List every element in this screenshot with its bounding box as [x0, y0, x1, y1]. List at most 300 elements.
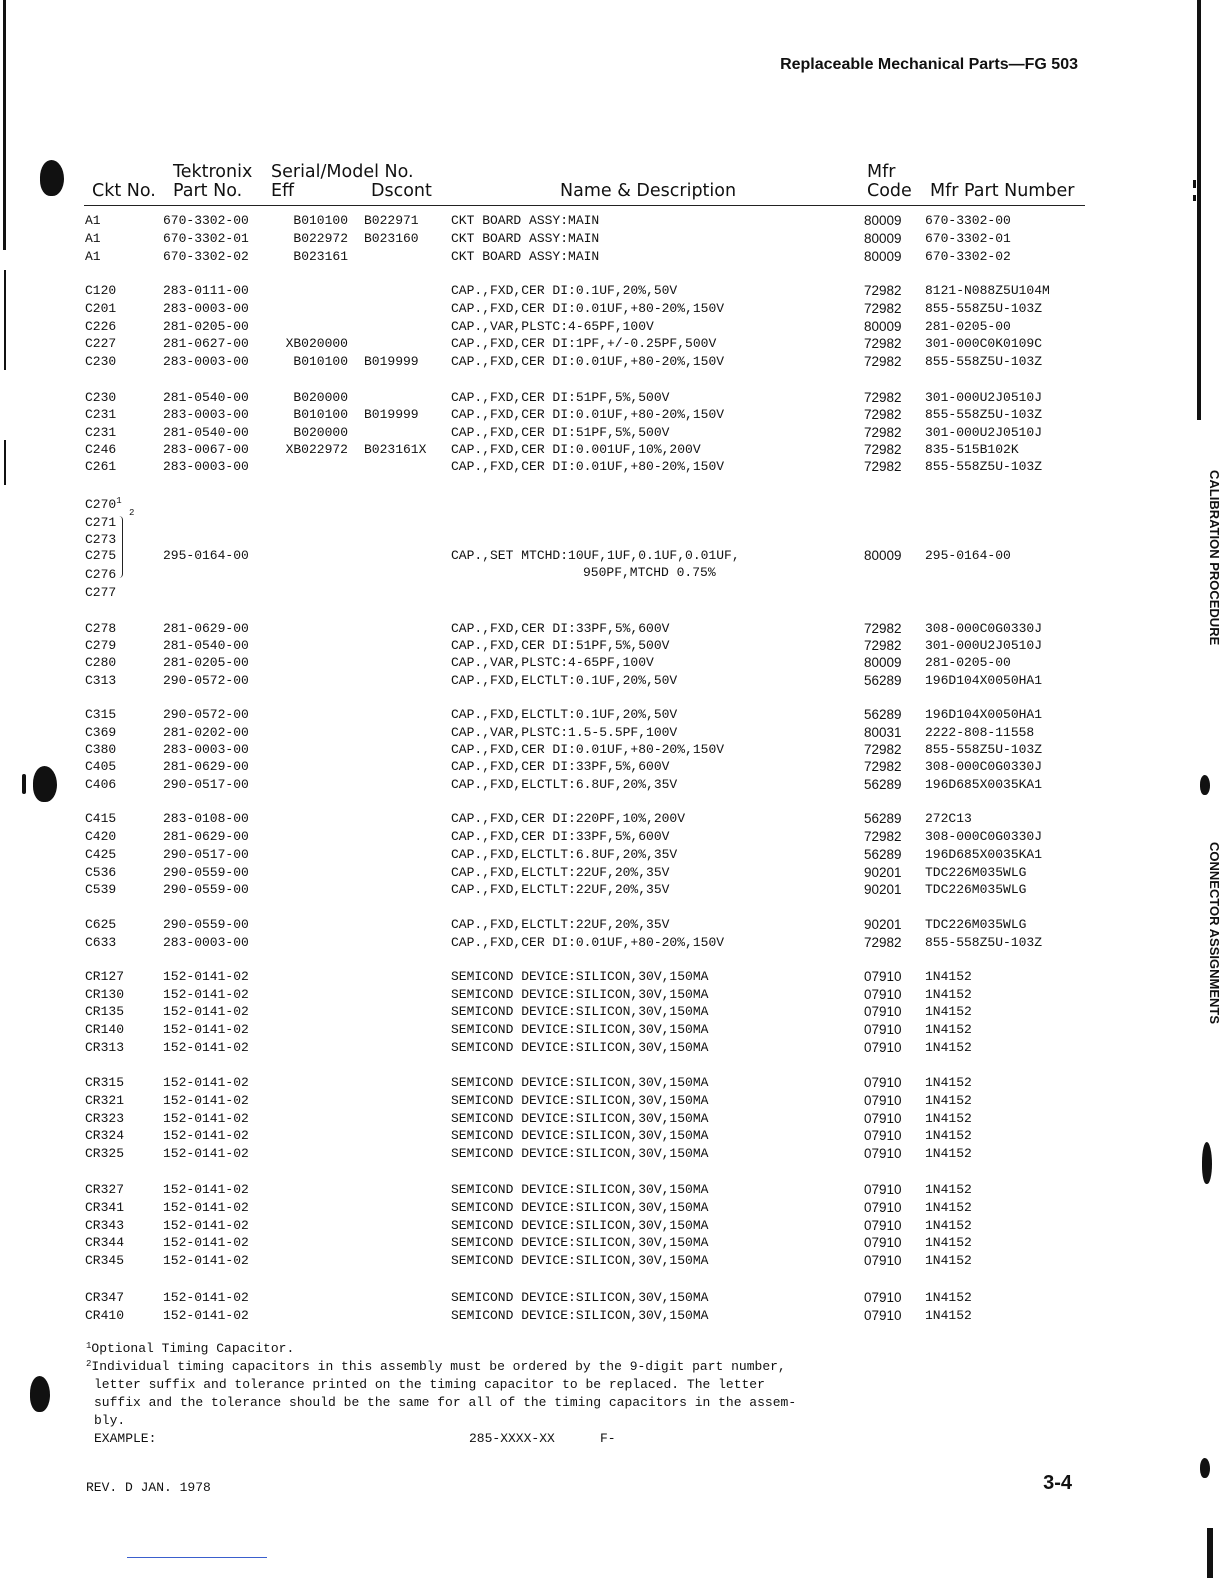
col-mfr-top: Mfr: [867, 162, 896, 182]
part-description: CAP.,VAR,PLSTC:1.5-5.5PF,100V: [451, 725, 678, 740]
part-description: CAP.,FXD,ELCTLT:0.1UF,20%,50V: [451, 673, 678, 688]
ckt-no: CR347: [85, 1290, 125, 1305]
mfr-code: 90201: [864, 917, 902, 932]
page-number: 3-4: [1043, 1472, 1072, 1494]
table-row: [0, 934, 1224, 952]
mfr-code: 07910: [864, 1290, 902, 1305]
ckt-no: C273: [85, 532, 117, 547]
ckt-no: C230: [85, 354, 117, 369]
table-row: [0, 1092, 1224, 1110]
part-no: 281-0202-00: [163, 725, 249, 740]
serial-eff: B020000: [293, 425, 348, 440]
mfr-part-number: 301-000C0K0109C: [925, 336, 1043, 351]
col-tektronix-top: Tektronix: [173, 162, 253, 182]
ckt-no: C406: [85, 777, 117, 792]
mfr-part-number: 1N4152: [925, 969, 972, 984]
punch-hole-mark: [30, 1376, 50, 1412]
col-serial-model: Serial/Model No.: [271, 162, 414, 182]
ckt-no: C231: [85, 425, 117, 440]
part-description: CAP.,FXD,CER DI:51PF,5%,500V: [451, 425, 670, 440]
part-description: CAP.,FXD,ELCTLT:0.1UF,20%,50V: [451, 707, 678, 722]
mfr-code: 07910: [864, 1235, 902, 1250]
mfr-part-number: 308-000C0G0330J: [925, 829, 1043, 844]
ckt-no: C279: [85, 638, 117, 653]
mfr-part-number: 1N4152: [925, 1200, 972, 1215]
part-no: 283-0108-00: [163, 811, 249, 826]
mfr-part-number: 301-000U2J0510J: [925, 638, 1043, 653]
part-description: CAP.,FXD,CER DI:51PF,5%,500V: [451, 638, 670, 653]
col-ckt-no: Ckt No.: [92, 181, 156, 201]
part-description: SEMICOND DEVICE:SILICON,30V,150MA: [451, 1004, 709, 1019]
table-row: [0, 654, 1224, 672]
ckt-no: C633: [85, 935, 117, 950]
table-row: [0, 1074, 1224, 1092]
part-description: SEMICOND DEVICE:SILICON,30V,150MA: [451, 1253, 709, 1268]
binding-edge-mark: [1193, 195, 1196, 201]
mfr-part-number: 835-515B102K: [925, 442, 1019, 457]
col-name-description: Name & Description: [560, 181, 737, 201]
table-row: [0, 248, 1224, 266]
part-description: CAP.,FXD,ELCTLT:22UF,20%,35V: [451, 882, 670, 897]
table-row: [0, 1039, 1224, 1057]
mfr-code: 80009: [864, 548, 902, 563]
mfr-code: 72982: [864, 407, 902, 422]
revision-date: REV. D JAN. 1978: [86, 1480, 211, 1495]
mfr-part-number: 281-0205-00: [925, 319, 1011, 334]
part-description: CAP.,FXD,CER DI:33PF,5%,600V: [451, 759, 670, 774]
mfr-part-number: 1N4152: [925, 1022, 972, 1037]
serial-dscont: B022971: [364, 213, 419, 228]
ckt-no: A1: [85, 231, 101, 246]
ckt-no: C226: [85, 319, 117, 334]
ckt-no: A1: [85, 213, 101, 228]
part-description: SEMICOND DEVICE:SILICON,30V,150MA: [451, 1200, 709, 1215]
part-description: SEMICOND DEVICE:SILICON,30V,150MA: [451, 1022, 709, 1037]
serial-eff: XB022972: [285, 442, 348, 457]
mfr-code: 07910: [864, 1111, 902, 1126]
table-row: [0, 424, 1224, 442]
mfr-code: 90201: [864, 882, 902, 897]
part-description: CAP.,FXD,CER DI:33PF,5%,600V: [451, 829, 670, 844]
mfr-part-number: 8121-N088Z5U104M: [925, 283, 1050, 298]
mfr-part-number: 301-000U2J0510J: [925, 390, 1043, 405]
ckt-no: CR140: [85, 1022, 125, 1037]
part-description: SEMICOND DEVICE:SILICON,30V,150MA: [451, 1308, 709, 1323]
mfr-code: 80009: [864, 213, 902, 228]
table-row: [0, 916, 1224, 934]
table-row: [0, 353, 1224, 371]
mfr-code: 07910: [864, 1004, 902, 1019]
mfr-part-number: 295-0164-00: [925, 548, 1011, 563]
serial-eff: B023161: [293, 249, 348, 264]
part-no: 281-0205-00: [163, 655, 249, 670]
mfr-code: 07910: [864, 1308, 902, 1323]
ckt-no: A1: [85, 249, 101, 264]
mfr-code: 90201: [864, 865, 902, 880]
col-mfr-code: Code: [867, 181, 912, 201]
part-description: CAP.,FXD,ELCTLT:22UF,20%,35V: [451, 865, 670, 880]
mfr-part-number: 272C13: [925, 811, 972, 826]
ckt-no: C201: [85, 301, 117, 316]
mfr-code: 80009: [864, 231, 902, 246]
part-no: 290-0517-00: [163, 777, 249, 792]
mfr-code: 07910: [864, 1200, 902, 1215]
part-description: SEMICOND DEVICE:SILICON,30V,150MA: [451, 1128, 709, 1143]
ckt-no: CR344: [85, 1235, 125, 1250]
mfr-code: 72982: [864, 442, 902, 457]
serial-eff: XB020000: [285, 336, 348, 351]
table-row: [0, 1217, 1224, 1235]
ckt-no: C369: [85, 725, 117, 740]
ckt-no: CR410: [85, 1308, 125, 1323]
table-row: [0, 230, 1224, 248]
ckt-no: C246: [85, 442, 117, 457]
mfr-code: 07910: [864, 1182, 902, 1197]
part-no: 152-0141-02: [163, 987, 249, 1002]
mfr-part-number: 196D104X0050HA1: [925, 673, 1043, 688]
part-description: SEMICOND DEVICE:SILICON,30V,150MA: [451, 1040, 709, 1055]
mfr-code: 72982: [864, 390, 902, 405]
table-row: [0, 458, 1224, 476]
part-description: SEMICOND DEVICE:SILICON,30V,150MA: [451, 1093, 709, 1108]
mfr-part-number: 855-558Z5U-103Z: [925, 407, 1043, 422]
part-description: CAP.,FXD,ELCTLT:22UF,20%,35V: [451, 917, 670, 932]
mfr-part-number: 855-558Z5U-103Z: [925, 935, 1043, 950]
mfr-code: 56289: [864, 811, 902, 826]
part-no: 152-0141-02: [163, 1128, 249, 1143]
mfr-code: 07910: [864, 1253, 902, 1268]
ckt-no: C261: [85, 459, 117, 474]
ckt-no: CR321: [85, 1093, 125, 1108]
mfr-part-number: 308-000C0G0330J: [925, 759, 1043, 774]
table-row: [0, 637, 1224, 655]
part-description: CAP.,FXD,ELCTLT:6.8UF,20%,35V: [451, 847, 678, 862]
part-no: 283-0003-00: [163, 742, 249, 757]
mfr-code: 56289: [864, 673, 902, 688]
table-row: [0, 1145, 1224, 1163]
part-description: SEMICOND DEVICE:SILICON,30V,150MA: [451, 1075, 709, 1090]
ckt-no: C425: [85, 847, 117, 862]
part-no: 281-0205-00: [163, 319, 249, 334]
mfr-part-number: 670-3302-00: [925, 213, 1011, 228]
table-row: [0, 672, 1224, 690]
footnote-2: $^2$Individual timing capacitors in this assembly must be ordered by the 9-digit part number,: [86, 1359, 786, 1374]
part-description: SEMICOND DEVICE:SILICON,30V,150MA: [451, 1290, 709, 1305]
part-description: SEMICOND DEVICE:SILICON,30V,150MA: [451, 1235, 709, 1250]
table-row: [0, 318, 1224, 336]
ckt-no: C271: [85, 515, 117, 530]
col-eff: Eff: [271, 181, 295, 201]
part-description: CAP.,FXD,CER DI:0.1UF,20%,50V: [451, 283, 678, 298]
mfr-part-number: 196D104X0050HA1: [925, 707, 1043, 722]
table-row: [0, 441, 1224, 459]
table-row: [0, 335, 1224, 353]
ckt-no: C405: [85, 759, 117, 774]
table-row: [0, 1003, 1224, 1021]
example-value: 285-XXXX-XX: [469, 1431, 555, 1446]
part-description: CAP.,FXD,CER DI:51PF,5%,500V: [451, 390, 670, 405]
part-description: CAP.,FXD,CER DI:0.01UF,+80-20%,150V: [451, 407, 725, 422]
mfr-code: 72982: [864, 935, 902, 950]
part-no: 152-0141-02: [163, 1253, 249, 1268]
mfr-part-number: 2222-808-11558: [925, 725, 1035, 740]
mfr-code: 07910: [864, 987, 902, 1002]
part-no: 152-0141-02: [163, 1182, 249, 1197]
ckt-no: $C270^1$: [85, 496, 122, 512]
ckt-no: C276: [85, 567, 117, 582]
part-no: 281-0540-00: [163, 390, 249, 405]
part-no: 283-0003-00: [163, 459, 249, 474]
group-bracket: [118, 516, 123, 578]
mfr-code: 07910: [864, 1218, 902, 1233]
part-no: 290-0559-00: [163, 882, 249, 897]
ckt-no: CR127: [85, 969, 125, 984]
ckt-no: C625: [85, 917, 117, 932]
table-row: [0, 300, 1224, 318]
ckt-no: CR325: [85, 1146, 125, 1161]
table-row: [0, 389, 1224, 407]
table-row: [0, 1234, 1224, 1252]
mfr-part-number: 1N4152: [925, 1146, 972, 1161]
part-description: SEMICOND DEVICE:SILICON,30V,150MA: [451, 1182, 709, 1197]
part-description: CKT BOARD ASSY:MAIN: [451, 213, 600, 228]
mfr-code: 07910: [864, 1093, 902, 1108]
mfr-code: 72982: [864, 283, 902, 298]
part-description: CAP.,FXD,CER DI:0.001UF,10%,200V: [451, 442, 701, 457]
ckt-no: CR324: [85, 1128, 125, 1143]
table-row: [0, 1199, 1224, 1217]
ckt-no: CR135: [85, 1004, 125, 1019]
mfr-code: 07910: [864, 1146, 902, 1161]
mfr-part-number: 855-558Z5U-103Z: [925, 742, 1043, 757]
part-description: CAP.,FXD,CER DI:33PF,5%,600V: [451, 621, 670, 636]
mfr-part-number: 1N4152: [925, 1308, 972, 1323]
mfr-code: 72982: [864, 301, 902, 316]
mfr-part-number: 855-558Z5U-103Z: [925, 354, 1043, 369]
table-row: [0, 1021, 1224, 1039]
mfr-part-number: 1N4152: [925, 1111, 972, 1126]
binding-edge-mark: [4, 440, 6, 485]
example-suffix: F-: [600, 1431, 616, 1446]
tab-marker: [1202, 1142, 1212, 1184]
binding-edge-mark: [1197, 0, 1201, 420]
mfr-code: 72982: [864, 354, 902, 369]
mfr-code: 56289: [864, 777, 902, 792]
serial-dscont: B023160: [364, 231, 419, 246]
part-description: SEMICOND DEVICE:SILICON,30V,150MA: [451, 969, 709, 984]
footnote-1: $^1$Optional Timing Capacitor.: [86, 1341, 295, 1356]
table-row: [0, 968, 1224, 986]
table-row: [0, 864, 1224, 882]
part-description: CAP.,FXD,CER DI:0.01UF,+80-20%,150V: [451, 935, 725, 950]
col-dscont: Dscont: [371, 181, 432, 201]
table-row: [0, 881, 1224, 899]
part-description: CAP.,FXD,CER DI:0.01UF,+80-20%,150V: [451, 354, 725, 369]
mfr-code: 72982: [864, 742, 902, 757]
mfr-code: 80009: [864, 319, 902, 334]
part-description: SEMICOND DEVICE:SILICON,30V,150MA: [451, 987, 709, 1002]
ckt-no: CR341: [85, 1200, 125, 1215]
part-no: 295-0164-00: [163, 548, 249, 563]
mfr-code: 72982: [864, 621, 902, 636]
col-part-no: Part No.: [173, 181, 243, 201]
ckt-no: CR345: [85, 1253, 125, 1268]
mfr-code: 72982: [864, 759, 902, 774]
col-mfr-part-number: Mfr Part Number: [930, 181, 1075, 201]
ckt-no: CR315: [85, 1075, 125, 1090]
ckt-no: C420: [85, 829, 117, 844]
ckt-no: C315: [85, 707, 117, 722]
part-no: 670-3302-01: [163, 231, 249, 246]
table-row: [0, 758, 1224, 776]
part-no: 670-3302-00: [163, 213, 249, 228]
part-description-continuation: 950PF,MTCHD 0.75%: [583, 565, 716, 580]
table-row: [0, 547, 1224, 565]
mfr-code: 80009: [864, 249, 902, 264]
serial-eff: B010100: [293, 213, 348, 228]
ckt-no: C536: [85, 865, 117, 880]
part-no: 281-0540-00: [163, 425, 249, 440]
mfr-part-number: 855-558Z5U-103Z: [925, 459, 1043, 474]
table-row: [0, 1307, 1224, 1325]
part-no: 152-0141-02: [163, 1004, 249, 1019]
side-tab-calibration: CALIBRATION PROCEDURE: [1207, 470, 1222, 646]
part-description: CAP.,FXD,CER DI:1PF,+/-0.25PF,500V: [451, 336, 717, 351]
part-description: SEMICOND DEVICE:SILICON,30V,150MA: [451, 1218, 709, 1233]
ckt-no: CR327: [85, 1182, 125, 1197]
ckt-no: C380: [85, 742, 117, 757]
part-no: 152-0141-02: [163, 1093, 249, 1108]
part-description: CAP.,SET MTCHD:10UF,1UF,0.1UF,0.01UF,: [451, 548, 740, 563]
part-no: 283-0003-00: [163, 935, 249, 950]
ckt-no: C120: [85, 283, 117, 298]
table-row: [0, 741, 1224, 759]
part-no: 152-0141-02: [163, 1075, 249, 1090]
table-row: [0, 406, 1224, 424]
ckt-no: C539: [85, 882, 117, 897]
part-description: CAP.,FXD,CER DI:0.01UF,+80-20%,150V: [451, 301, 725, 316]
table-row: [0, 810, 1224, 828]
part-description: SEMICOND DEVICE:SILICON,30V,150MA: [451, 1111, 709, 1126]
table-row: [0, 724, 1224, 742]
mfr-code: 72982: [864, 459, 902, 474]
mfr-code: 56289: [864, 707, 902, 722]
mfr-part-number: 196D685X0035KA1: [925, 777, 1043, 792]
part-no: 283-0003-00: [163, 407, 249, 422]
part-description: CAP.,FXD,CER DI:220PF,10%,200V: [451, 811, 686, 826]
mfr-part-number: 1N4152: [925, 1128, 972, 1143]
mfr-code: 72982: [864, 425, 902, 440]
mfr-code: 07910: [864, 1075, 902, 1090]
binding-edge-mark: [1207, 1528, 1213, 1578]
serial-eff: B010100: [293, 407, 348, 422]
part-no: 281-0629-00: [163, 759, 249, 774]
table-row: [0, 1289, 1224, 1307]
table-row: [0, 1252, 1224, 1270]
mfr-code: 72982: [864, 638, 902, 653]
mfr-part-number: 855-558Z5U-103Z: [925, 301, 1043, 316]
table-row: [0, 986, 1224, 1004]
part-description: CAP.,VAR,PLSTC:4-65PF,100V: [451, 655, 654, 670]
ckt-no: C231: [85, 407, 117, 422]
part-no: 152-0141-02: [163, 1022, 249, 1037]
page-header-title: Replaceable Mechanical Parts—FG 503: [780, 56, 1078, 73]
mfr-code: 07910: [864, 1128, 902, 1143]
table-row: [0, 846, 1224, 864]
mfr-part-number: 308-000C0G0330J: [925, 621, 1043, 636]
mfr-part-number: 1N4152: [925, 1235, 972, 1250]
footnote-ref: 1: [116, 496, 122, 506]
mfr-code: 80009: [864, 655, 902, 670]
part-description: SEMICOND DEVICE:SILICON,30V,150MA: [451, 1146, 709, 1161]
mfr-code: 07910: [864, 1040, 902, 1055]
part-no: 152-0141-02: [163, 1235, 249, 1250]
footnote-2-line: bly.: [94, 1413, 126, 1428]
part-no: 152-0141-02: [163, 1111, 249, 1126]
mfr-part-number: TDC226M035WLG: [925, 917, 1027, 932]
mfr-part-number: 301-000U2J0510J: [925, 425, 1043, 440]
mfr-part-number: 1N4152: [925, 987, 972, 1002]
serial-eff: B020000: [293, 390, 348, 405]
part-no: 152-0141-02: [163, 1218, 249, 1233]
mfr-part-number: TDC226M035WLG: [925, 882, 1027, 897]
part-no: 283-0067-00: [163, 442, 249, 457]
serial-dscont: B023161X: [364, 442, 427, 457]
mfr-part-number: 1N4152: [925, 1253, 972, 1268]
mfr-part-number: 1N4152: [925, 1290, 972, 1305]
part-no: 283-0111-00: [163, 283, 249, 298]
mfr-part-number: 670-3302-02: [925, 249, 1011, 264]
table-row: [0, 282, 1224, 300]
table-row: [0, 776, 1224, 794]
tab-marker: [1200, 775, 1210, 795]
table-row: [0, 1127, 1224, 1145]
mfr-part-number: 1N4152: [925, 1218, 972, 1233]
punch-hole-mark: [40, 160, 64, 196]
footnote-ref: 2: [129, 508, 135, 518]
table-row: [0, 1110, 1224, 1128]
mfr-code: 72982: [864, 829, 902, 844]
table-row: [0, 620, 1224, 638]
part-no: 283-0003-00: [163, 354, 249, 369]
part-no: 290-0572-00: [163, 707, 249, 722]
mfr-part-number: 1N4152: [925, 1093, 972, 1108]
mfr-code: 07910: [864, 1022, 902, 1037]
part-description: CKT BOARD ASSY:MAIN: [451, 231, 600, 246]
part-no: 290-0572-00: [163, 673, 249, 688]
ckt-no: CR343: [85, 1218, 125, 1233]
part-no: 281-0629-00: [163, 829, 249, 844]
part-no: 281-0629-00: [163, 621, 249, 636]
part-description: CAP.,FXD,CER DI:0.01UF,+80-20%,150V: [451, 459, 725, 474]
ckt-no: C278: [85, 621, 117, 636]
table-row: [0, 1181, 1224, 1199]
part-description: CKT BOARD ASSY:MAIN: [451, 249, 600, 264]
ckt-no: CR313: [85, 1040, 125, 1055]
binding-edge-mark: [3, 0, 6, 250]
ckt-no: C415: [85, 811, 117, 826]
ckt-no: C275: [85, 548, 117, 563]
binding-edge-mark: [4, 325, 6, 370]
part-no: 670-3302-02: [163, 249, 249, 264]
mfr-code: 72982: [864, 336, 902, 351]
part-description: CAP.,FXD,CER DI:0.01UF,+80-20%,150V: [451, 742, 725, 757]
punch-hole-mark: [33, 766, 57, 802]
part-no: 290-0517-00: [163, 847, 249, 862]
part-no: 152-0141-02: [163, 1290, 249, 1305]
part-no: 290-0559-00: [163, 865, 249, 880]
mfr-code: 07910: [864, 969, 902, 984]
